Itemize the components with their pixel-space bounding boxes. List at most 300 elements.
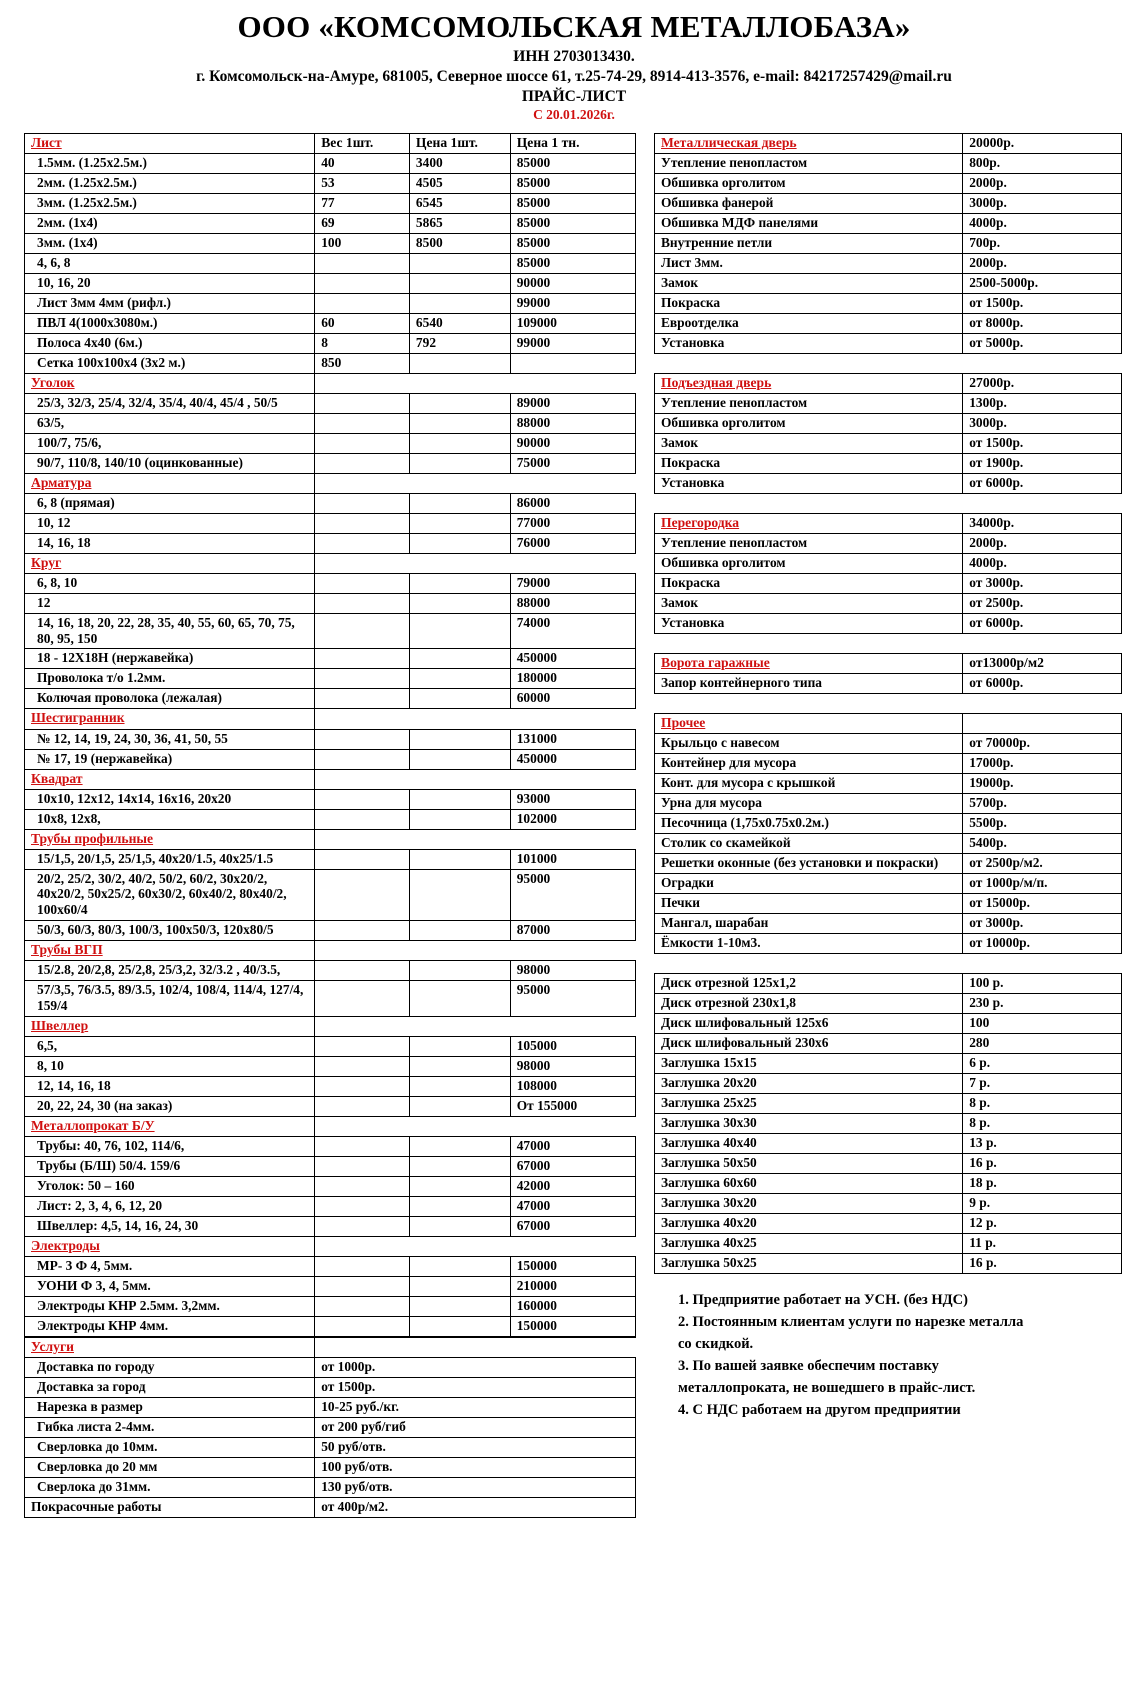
option-price: от 2500р/м2. xyxy=(963,853,1122,873)
table-row xyxy=(25,393,636,413)
section-spacer xyxy=(315,709,410,729)
table-row xyxy=(655,573,1122,593)
table-row xyxy=(655,233,1122,253)
item-unit-price: 5865 xyxy=(409,213,510,233)
note-line: 3. По вашей заявке обеспечим поставку xyxy=(678,1357,939,1374)
table-row xyxy=(25,573,636,593)
item-unit-price xyxy=(409,1036,510,1056)
table-row xyxy=(25,1256,636,1276)
item-weight xyxy=(315,1216,410,1236)
option-name: Евроотделка xyxy=(655,313,963,333)
option-name: Установка xyxy=(655,333,963,353)
note-line: со скидкой. xyxy=(678,1335,754,1352)
item-ton-price: 160000 xyxy=(510,1296,635,1316)
table-row xyxy=(655,1033,1122,1053)
item-unit-price xyxy=(409,533,510,553)
item-weight xyxy=(315,729,410,749)
item-unit-price xyxy=(409,273,510,293)
item-name: 100/7, 75/6, xyxy=(25,433,315,453)
item-name: № 12, 14, 19, 24, 30, 36, 41, 50, 55 xyxy=(25,729,315,749)
item-name: Трубы: 40, 76, 102, 114/6, xyxy=(25,1136,315,1156)
section-spacer xyxy=(510,769,635,789)
table-row xyxy=(655,993,1122,1013)
pricelist-title: ПРАЙС-ЛИСТ xyxy=(521,87,627,105)
option-price: 2000р. xyxy=(963,533,1122,553)
item-ton-price: 74000 xyxy=(510,613,635,649)
table-row xyxy=(25,1176,636,1196)
item-unit-price xyxy=(409,729,510,749)
extra-price: 13 р. xyxy=(963,1133,1122,1153)
extra-name: Заглушка 50х25 xyxy=(655,1253,963,1273)
item-weight xyxy=(315,593,410,613)
table-row xyxy=(655,533,1122,553)
section-spacer xyxy=(409,473,510,493)
section-spacer xyxy=(409,1116,510,1136)
extra-price: 16 р. xyxy=(963,1253,1122,1273)
company-inn: ИНН 2703013430. xyxy=(513,47,635,65)
item-unit-price xyxy=(409,393,510,413)
table-row xyxy=(655,753,1122,773)
section-spacer xyxy=(315,1016,410,1036)
section-spacer xyxy=(315,553,410,573)
spacer-row xyxy=(655,633,1122,653)
extra-price: 16 р. xyxy=(963,1153,1122,1173)
option-name: Печки xyxy=(655,893,963,913)
option-price: 3000р. xyxy=(963,193,1122,213)
extra-price: 12 р. xyxy=(963,1213,1122,1233)
option-name: Обшивка МДФ панелями xyxy=(655,213,963,233)
table-row xyxy=(25,413,636,433)
service-name: Сверловка до 20 мм xyxy=(25,1457,315,1477)
section-spacer xyxy=(510,941,635,961)
item-ton-price: 85000 xyxy=(510,213,635,233)
service-price: 100 руб/отв. xyxy=(315,1457,636,1477)
item-weight xyxy=(315,1276,410,1296)
section-title: Лист xyxy=(25,133,315,153)
section-spacer xyxy=(510,373,635,393)
section-spacer xyxy=(315,473,410,493)
option-price: 5700р. xyxy=(963,793,1122,813)
footer-notes xyxy=(654,1290,1122,1421)
table-row xyxy=(25,921,636,941)
item-ton-price: 450000 xyxy=(510,649,635,669)
spacer-row xyxy=(655,693,1122,713)
section-header-row xyxy=(25,941,636,961)
table-row xyxy=(25,1437,636,1457)
table-row xyxy=(655,1113,1122,1133)
table-row xyxy=(25,613,636,649)
option-price: от 6000р. xyxy=(963,673,1122,693)
table-row xyxy=(25,961,636,981)
extra-name: Диск отрезной 230х1,8 xyxy=(655,993,963,1013)
section-title: Металлопрокат Б/У xyxy=(25,1116,315,1136)
item-unit-price xyxy=(409,1216,510,1236)
option-name: Запор контейнерного типа xyxy=(655,673,963,693)
section-title: Уголок xyxy=(25,373,315,393)
group-price: 27000р. xyxy=(963,373,1122,393)
spacer-cell xyxy=(655,693,963,713)
item-name: 6, 8 (прямая) xyxy=(25,493,315,513)
item-weight xyxy=(315,613,410,649)
spacer-cell xyxy=(963,353,1122,373)
spacer-cell xyxy=(963,633,1122,653)
item-name: Швеллер: 4,5, 14, 16, 24, 30 xyxy=(25,1216,315,1236)
table-row xyxy=(655,473,1122,493)
item-ton-price: 89000 xyxy=(510,393,635,413)
table-row xyxy=(655,213,1122,233)
item-weight: 40 xyxy=(315,153,410,173)
item-name: № 17, 19 (нержавейка) xyxy=(25,749,315,769)
extra-name: Заглушка 60х60 xyxy=(655,1173,963,1193)
table-row xyxy=(655,933,1122,953)
item-weight xyxy=(315,1056,410,1076)
table-row xyxy=(655,1213,1122,1233)
table-row xyxy=(25,849,636,869)
table-row xyxy=(655,393,1122,413)
item-name: 15/2.8, 20/2,8, 25/2,8, 25/3,2, 32/3.2 , 40/3.5, xyxy=(25,961,315,981)
item-unit-price xyxy=(409,413,510,433)
company-address: г. Комсомольск-на-Амуре, 681005, Северное шоссе 61, т.25-74-29, 8914-413-3576, e-mail: 84217257429@mail.ru xyxy=(196,67,952,85)
spacer-cell xyxy=(655,633,963,653)
option-price: 4000р. xyxy=(963,553,1122,573)
item-ton-price: 150000 xyxy=(510,1256,635,1276)
item-name: МР- 3 Ф 4, 5мм. xyxy=(25,1256,315,1276)
table-row xyxy=(25,333,636,353)
table-row xyxy=(655,913,1122,933)
section-title: Арматура xyxy=(25,473,315,493)
item-name: 2мм. (1.25х2.5м.) xyxy=(25,173,315,193)
extra-price: 100 xyxy=(963,1013,1122,1033)
item-ton-price: 98000 xyxy=(510,961,635,981)
table-row xyxy=(655,733,1122,753)
item-unit-price xyxy=(409,981,510,1017)
option-name: Покраска xyxy=(655,453,963,473)
option-price: от 70000р. xyxy=(963,733,1122,753)
table-row xyxy=(655,1073,1122,1093)
item-weight xyxy=(315,1136,410,1156)
extra-price: 11 р. xyxy=(963,1233,1122,1253)
item-ton-price: 86000 xyxy=(510,493,635,513)
option-price: 17000р. xyxy=(963,753,1122,773)
section-spacer xyxy=(409,941,510,961)
section-spacer xyxy=(409,373,510,393)
section-title: Швеллер xyxy=(25,1016,315,1036)
section-spacer xyxy=(409,1016,510,1036)
extra-name: Заглушка 30х20 xyxy=(655,1193,963,1213)
option-price: от 5000р. xyxy=(963,333,1122,353)
item-weight xyxy=(315,1256,410,1276)
item-ton-price: 85000 xyxy=(510,233,635,253)
item-name: 15/1,5, 20/1,5, 25/1,5, 40х20/1.5, 40х25/1.5 xyxy=(25,849,315,869)
option-name: Песочница (1,75х0.75х0.2м.) xyxy=(655,813,963,833)
item-weight xyxy=(315,1296,410,1316)
extra-price: 100 р. xyxy=(963,973,1122,993)
item-name: 50/3, 60/3, 80/3, 100/3, 100х50/3, 120х80/5 xyxy=(25,921,315,941)
table-row xyxy=(655,453,1122,473)
item-weight xyxy=(315,573,410,593)
extra-price: 8 р. xyxy=(963,1093,1122,1113)
table-row xyxy=(25,1357,636,1377)
group-header-row xyxy=(655,713,1122,733)
section-title: Электроды xyxy=(25,1236,315,1256)
service-price: от 200 руб/гиб xyxy=(315,1417,636,1437)
section-spacer xyxy=(510,1236,635,1256)
item-name: УОНИ Ф 3, 4, 5мм. xyxy=(25,1276,315,1296)
extra-name: Заглушка 40х25 xyxy=(655,1233,963,1253)
item-unit-price xyxy=(409,749,510,769)
item-weight xyxy=(315,921,410,941)
table-row xyxy=(25,213,636,233)
item-name: 6,5, xyxy=(25,1036,315,1056)
item-weight xyxy=(315,393,410,413)
item-weight xyxy=(315,453,410,473)
table-row xyxy=(25,1056,636,1076)
item-weight xyxy=(315,649,410,669)
option-price: 700р. xyxy=(963,233,1122,253)
item-weight xyxy=(315,293,410,313)
item-ton-price: 47000 xyxy=(510,1196,635,1216)
section-title: Трубы ВГП xyxy=(25,941,315,961)
item-name: Сетка 100х100х4 (3х2 м.) xyxy=(25,353,315,373)
option-name: Мангал, шарабан xyxy=(655,913,963,933)
option-name: Урна для мусора xyxy=(655,793,963,813)
group-title: Подъездная дверь xyxy=(655,373,963,393)
item-ton-price: 109000 xyxy=(510,313,635,333)
section-header-row xyxy=(25,1016,636,1036)
service-price: 10-25 руб./кг. xyxy=(315,1397,636,1417)
table-row xyxy=(25,493,636,513)
option-price: 2500-5000р. xyxy=(963,273,1122,293)
table-row xyxy=(655,153,1122,173)
item-weight xyxy=(315,981,410,1017)
item-ton-price: 102000 xyxy=(510,809,635,829)
item-name: 10х8, 12х8, xyxy=(25,809,315,829)
item-unit-price xyxy=(409,669,510,689)
table-row xyxy=(25,1397,636,1417)
item-weight xyxy=(315,1156,410,1176)
service-price: от 400р/м2. xyxy=(315,1497,636,1517)
table-row xyxy=(655,1253,1122,1273)
extra-price: 280 xyxy=(963,1033,1122,1053)
section-spacer xyxy=(315,373,410,393)
item-unit-price: 3400 xyxy=(409,153,510,173)
item-name: 90/7, 110/8, 140/10 (оцинкованные) xyxy=(25,453,315,473)
item-ton-price: 47000 xyxy=(510,1136,635,1156)
item-ton-price: 85000 xyxy=(510,173,635,193)
item-unit-price xyxy=(409,493,510,513)
option-price: от 3000р. xyxy=(963,913,1122,933)
option-name: Лист 3мм. xyxy=(655,253,963,273)
table-row xyxy=(25,689,636,709)
section-title: Квадрат xyxy=(25,769,315,789)
item-unit-price xyxy=(409,573,510,593)
item-weight xyxy=(315,413,410,433)
table-row xyxy=(655,333,1122,353)
item-ton-price: 75000 xyxy=(510,453,635,473)
table-row xyxy=(655,1053,1122,1073)
extra-name: Заглушка 40х40 xyxy=(655,1133,963,1153)
item-name: 12, 14, 16, 18 xyxy=(25,1076,315,1096)
note-line: металлопроката, не вошедшего в прайс-лист. xyxy=(678,1379,976,1396)
item-name: 2мм. (1х4) xyxy=(25,213,315,233)
item-weight xyxy=(315,433,410,453)
table-row xyxy=(25,1417,636,1437)
option-name: Обшивка орголитом xyxy=(655,173,963,193)
option-name: Установка xyxy=(655,613,963,633)
option-price: от 1000р/м/п. xyxy=(963,873,1122,893)
section-title: Услуги xyxy=(25,1337,315,1357)
item-ton-price: 42000 xyxy=(510,1176,635,1196)
table-row xyxy=(25,253,636,273)
table-row xyxy=(655,1173,1122,1193)
extra-price: 6 р. xyxy=(963,1053,1122,1073)
item-weight xyxy=(315,809,410,829)
spacer-row xyxy=(655,953,1122,973)
section-spacer xyxy=(315,1337,636,1357)
item-name: 6, 8, 10 xyxy=(25,573,315,593)
option-name: Конт. для мусора с крышкой xyxy=(655,773,963,793)
item-unit-price xyxy=(409,1136,510,1156)
table-row xyxy=(25,789,636,809)
item-weight xyxy=(315,533,410,553)
item-unit-price xyxy=(409,789,510,809)
option-price: от 2500р. xyxy=(963,593,1122,613)
item-unit-price xyxy=(409,1176,510,1196)
item-ton-price: 90000 xyxy=(510,273,635,293)
item-weight: 100 xyxy=(315,233,410,253)
section-header-row xyxy=(25,709,636,729)
extra-price: 8 р. xyxy=(963,1113,1122,1133)
item-unit-price xyxy=(409,1276,510,1296)
table-row xyxy=(25,153,636,173)
item-weight xyxy=(315,1096,410,1116)
group-title: Металлическая дверь xyxy=(655,133,963,153)
table-row xyxy=(655,1133,1122,1153)
group-price: 34000р. xyxy=(963,513,1122,533)
item-weight: 77 xyxy=(315,193,410,213)
item-ton-price: 101000 xyxy=(510,849,635,869)
item-weight xyxy=(315,869,410,920)
section-spacer xyxy=(409,1236,510,1256)
service-name: Сверлока до 31мм. xyxy=(25,1477,315,1497)
item-ton-price: От 155000 xyxy=(510,1096,635,1116)
table-row xyxy=(25,453,636,473)
item-ton-price: 77000 xyxy=(510,513,635,533)
service-price: 50 руб/отв. xyxy=(315,1437,636,1457)
section-spacer xyxy=(315,1116,410,1136)
section-spacer xyxy=(315,1236,410,1256)
item-unit-price xyxy=(409,1256,510,1276)
item-ton-price: 87000 xyxy=(510,921,635,941)
column-header-3: Цена 1 тн. xyxy=(510,133,635,153)
item-ton-price: 85000 xyxy=(510,253,635,273)
spacer-cell xyxy=(963,493,1122,513)
item-ton-price: 85000 xyxy=(510,153,635,173)
service-name: Сверловка до 10мм. xyxy=(25,1437,315,1457)
group-header-row xyxy=(655,653,1122,673)
table-row xyxy=(25,1276,636,1296)
extra-name: Диск отрезной 125х1,2 xyxy=(655,973,963,993)
item-weight xyxy=(315,789,410,809)
item-name: 10, 12 xyxy=(25,513,315,533)
item-name: 10, 16, 20 xyxy=(25,273,315,293)
option-name: Крыльцо с навесом xyxy=(655,733,963,753)
extra-name: Заглушка 50х50 xyxy=(655,1153,963,1173)
group-title: Ворота гаражные xyxy=(655,653,963,673)
item-unit-price: 6545 xyxy=(409,193,510,213)
option-name: Столик со скамейкой xyxy=(655,833,963,853)
extra-name: Заглушка 25х25 xyxy=(655,1093,963,1113)
item-unit-price: 6540 xyxy=(409,313,510,333)
extra-name: Заглушка 20х20 xyxy=(655,1073,963,1093)
item-weight xyxy=(315,493,410,513)
table-row xyxy=(25,1196,636,1216)
item-name: Электроды КНР 4мм. xyxy=(25,1316,315,1336)
section-header-row xyxy=(25,553,636,573)
table-row xyxy=(25,1296,636,1316)
item-weight: 850 xyxy=(315,353,410,373)
group-header-row xyxy=(655,373,1122,393)
item-ton-price: 98000 xyxy=(510,1056,635,1076)
table-row xyxy=(655,673,1122,693)
group-price xyxy=(963,713,1122,733)
item-weight xyxy=(315,849,410,869)
extra-name: Диск шлифовальный 230х6 xyxy=(655,1033,963,1053)
table-row xyxy=(25,1457,636,1477)
service-name: Гибка листа 2-4мм. xyxy=(25,1417,315,1437)
option-price: от 1500р. xyxy=(963,293,1122,313)
group-header-row xyxy=(655,513,1122,533)
section-spacer xyxy=(315,941,410,961)
table-row xyxy=(25,1036,636,1056)
spacer-cell xyxy=(963,953,1122,973)
section-spacer xyxy=(409,709,510,729)
table-row xyxy=(655,1233,1122,1253)
table-row xyxy=(655,773,1122,793)
section-header-row xyxy=(25,1337,636,1357)
extra-name: Диск шлифовальный 125х6 xyxy=(655,1013,963,1033)
table-row xyxy=(25,669,636,689)
option-price: от 10000р. xyxy=(963,933,1122,953)
option-name: Обшивка орголитом xyxy=(655,413,963,433)
section-header-row xyxy=(25,1236,636,1256)
option-price: 3000р. xyxy=(963,413,1122,433)
spacer-cell xyxy=(655,353,963,373)
item-unit-price xyxy=(409,293,510,313)
item-weight xyxy=(315,1316,410,1336)
table-row xyxy=(655,793,1122,813)
option-price: 5500р. xyxy=(963,813,1122,833)
option-name: Замок xyxy=(655,593,963,613)
service-price: 130 руб/отв. xyxy=(315,1477,636,1497)
spacer-row xyxy=(655,353,1122,373)
item-unit-price xyxy=(409,921,510,941)
extra-price: 7 р. xyxy=(963,1073,1122,1093)
item-unit-price xyxy=(409,961,510,981)
section-title: Трубы профильные xyxy=(25,829,315,849)
item-name: 20, 22, 24, 30 (на заказ) xyxy=(25,1096,315,1116)
section-title: Круг xyxy=(25,553,315,573)
table-row xyxy=(655,293,1122,313)
table-row xyxy=(25,1477,636,1497)
table-row xyxy=(25,749,636,769)
item-name: Колючая проволока (лежалая) xyxy=(25,689,315,709)
option-price: 19000р. xyxy=(963,773,1122,793)
table-row xyxy=(25,1136,636,1156)
spacer-cell xyxy=(655,953,963,973)
extra-name: Заглушка 15х15 xyxy=(655,1053,963,1073)
item-ton-price: 67000 xyxy=(510,1216,635,1236)
